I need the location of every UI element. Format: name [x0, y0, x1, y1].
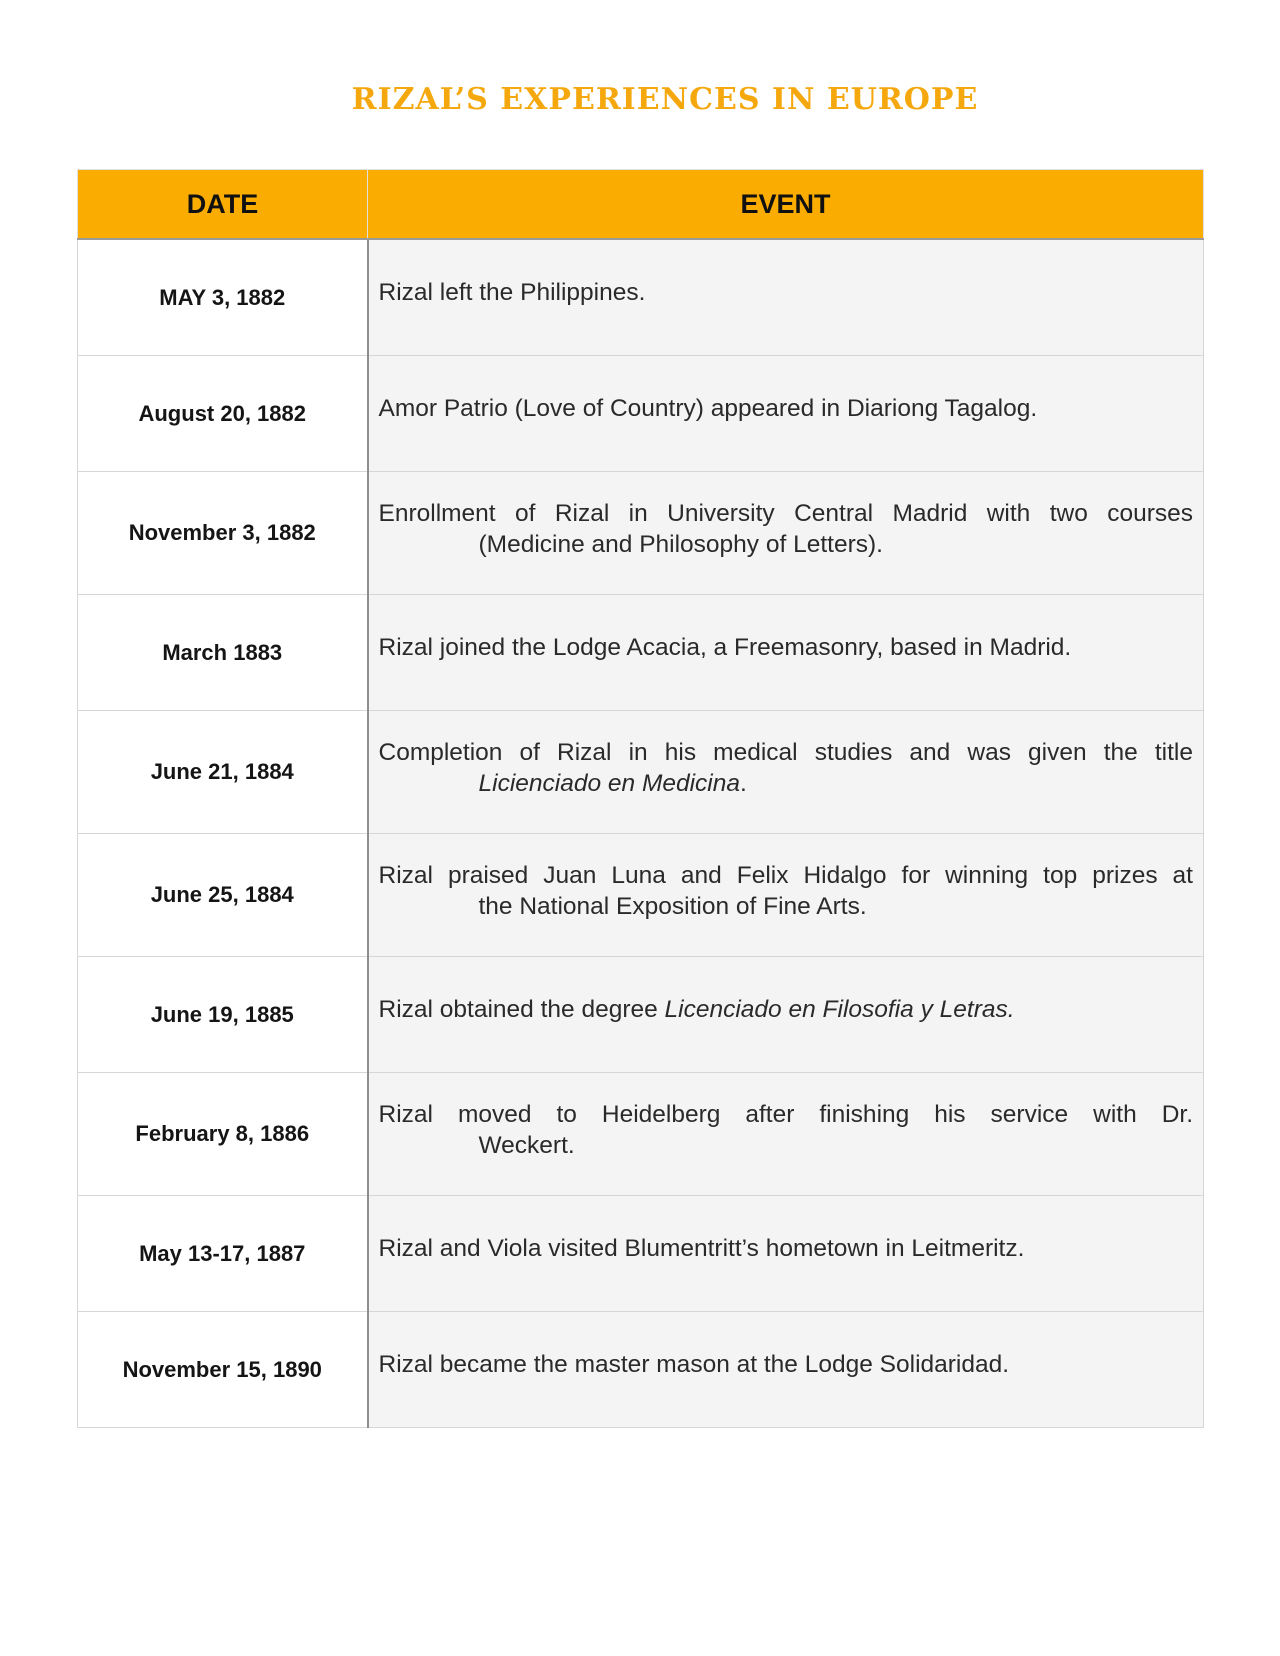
date-cell: June 25, 1884	[78, 834, 368, 957]
event-text: Amor Patrio (Love of Country) appeared in Diariong Tagalog.	[378, 395, 1038, 422]
date-cell: November 15, 1890	[78, 1312, 368, 1428]
event-cell	[368, 1312, 1204, 1428]
table-row	[78, 711, 1204, 834]
page-title: RIZAL’S EXPERIENCES IN EUROPE	[351, 82, 979, 117]
date-cell: March 1883	[78, 595, 368, 711]
date-cell: February 8, 1886	[78, 1073, 368, 1196]
event-text-line-2: the National Exposition of Fine Arts.	[478, 893, 867, 920]
date-cell: MAY 3, 1882	[78, 239, 368, 356]
event-italic-text: Licienciado en Medicina	[478, 770, 740, 797]
table-row	[78, 356, 1204, 472]
event-italic-text: Licenciado en Filosofia y Letras.	[664, 996, 1015, 1023]
event-text: Rizal became the master mason at the Lodge Solidaridad.	[378, 1351, 1010, 1378]
event-text: Rizal and Viola visited Blumentritt’s hometown in Leitmeritz.	[378, 1235, 1025, 1262]
date-cell: November 3, 1882	[78, 472, 368, 595]
event-cell	[368, 239, 1204, 356]
table-row	[78, 595, 1204, 711]
event-cell	[368, 834, 1204, 957]
event-text-line-1: Enrollment of Rizal in University Central Madrid with two courses	[378, 500, 1193, 527]
event-text-line-2: (Medicine and Philosophy of Letters).	[478, 531, 883, 558]
table-row	[78, 1073, 1204, 1196]
event-cell	[368, 957, 1204, 1073]
event-text: Rizal left the Philippines.	[378, 279, 646, 306]
event-text	[379, 994, 1194, 1025]
event-text-line-2	[379, 768, 1194, 799]
timeline-table	[77, 169, 1204, 1428]
event-text-prefix: Rizal obtained the degree	[378, 996, 665, 1023]
event-cell	[368, 356, 1204, 472]
event-cell	[368, 595, 1204, 711]
event-text-line-1: Rizal moved to Heidelberg after finishing his service with Dr.	[378, 1101, 1193, 1128]
event-text: Rizal joined the Lodge Acacia, a Freemasonry, based in Madrid.	[378, 634, 1072, 661]
table-row	[78, 1312, 1204, 1428]
event-cell	[368, 1073, 1204, 1196]
event-text-end: .	[740, 770, 747, 797]
table-row	[78, 472, 1204, 595]
date-cell: August 20, 1882	[78, 356, 368, 472]
table-header-row	[78, 170, 1204, 240]
event-column-header: EVENT	[368, 170, 1204, 240]
date-cell: June 19, 1885	[78, 957, 368, 1073]
event-cell	[368, 472, 1204, 595]
date-cell: June 21, 1884	[78, 711, 368, 834]
event-text-line-1: Completion of Rizal in his medical studies and was given the title	[378, 739, 1193, 766]
date-cell: May 13-17, 1887	[78, 1196, 368, 1312]
date-column-header: DATE	[78, 170, 368, 240]
table-row	[78, 1196, 1204, 1312]
table-row	[78, 239, 1204, 356]
table-row	[78, 957, 1204, 1073]
event-cell	[368, 711, 1204, 834]
event-cell	[368, 1196, 1204, 1312]
table-row	[78, 834, 1204, 957]
event-text-line-1: Rizal praised Juan Luna and Felix Hidalgo for winning top prizes at	[378, 862, 1193, 889]
event-text-line-2: Weckert.	[478, 1132, 575, 1159]
